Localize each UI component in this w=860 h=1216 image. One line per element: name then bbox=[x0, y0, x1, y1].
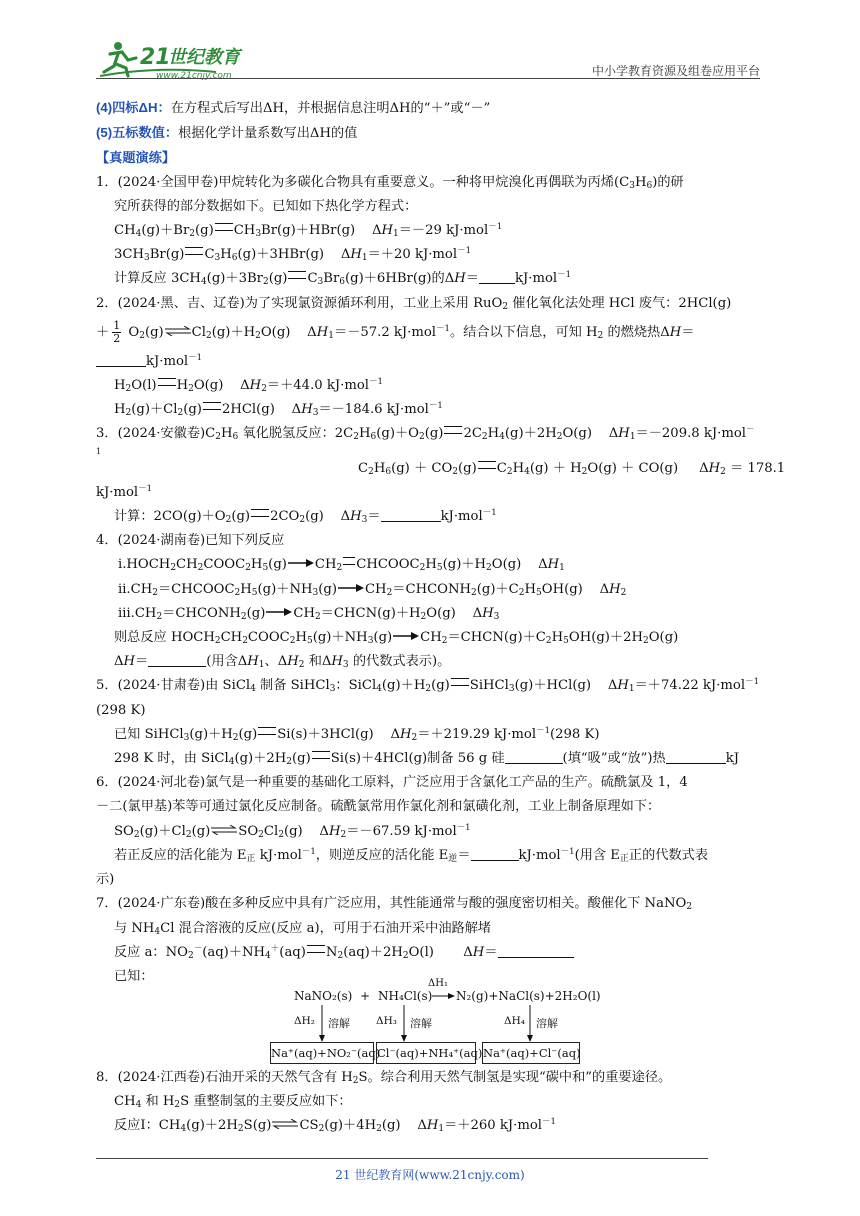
step-5-text: 根据化学计量系数写出ΔH的值 bbox=[178, 126, 358, 142]
dh1-label: ΔH₁ bbox=[428, 978, 448, 989]
step-5-label: (5)五标数值： bbox=[96, 125, 179, 141]
question-1: 1．(2024·全国甲卷)甲烷转化为多碳化合物具有重要意义。一种将甲烷溴化再偶联为丙烯$(C_3H_6)$的研 究所获得的部分数据如下。已知如下热化学方程式： $CH_4(g)+Br_2(g)$ $CH_3Br(g)+HBr(g)$ $\Delta H_1=-29$ kJ·mol$^{-1}$ $3CH_3Br(g)$ $C_3H_6(g)+3HBr(g)$ $\Delta H_1=+20$ kJ·mol$^{-1}$ 计算反应 $3CH_4(g)+3Br_2(g)$ $C_3Br_6(g)+6HBr(g)$的ΔH＝ kJ·mol$^{-1}$ bbox=[96, 174, 684, 288]
page-footer: 21 世纪教育网(www.21cnjy.com) bbox=[335, 1168, 525, 1182]
question-5: 5．(2024·甘肃卷)由 SiCl$_4$ 制备 SiHCl$_3$：$SiCl_4(g)+H_2(g)$ SiHCl$_3$(g)＋HCl(g) $\Delta H_1=+74.22$ kJ·mol$^{-1}$ (298 K) 已知 $SiHCl_3(g)+H_2(g)$ Si(s)＋3HCl(g) $\Delta H_2=+219.29$ kJ·mol$^{-1}$(298 K) 298 K 时，由 $SiCl_4(g)+2H_2(g)$ Si(s)＋4HCl(g)制备 56 g 硅 (填“吸”或“放”)热 kJ bbox=[96, 677, 759, 768]
header-divider bbox=[96, 78, 760, 79]
page-header bbox=[96, 38, 760, 82]
species-nano2: NaNO₂(s) bbox=[294, 989, 353, 1003]
question-7: 7．(2024·广东卷)酸在多种反应中具有广泛应用，其性能通常与酸的强度密切相关。酸催化下 NaNO$_2$ 与 $NH_4Cl$ 混合溶液的反应(反应 a)，可用于石油开采中油路解堵 反应 a：$NO_2^-(aq)+NH_4^+(aq)$ $N_2(aq)+2H_2O(l)$ ΔH＝ 已知： bbox=[96, 896, 693, 984]
thermo-cycle-diagram bbox=[270, 978, 601, 1063]
box-nacl-ions: Na⁺(aq)+Cl⁻(aq) bbox=[482, 1042, 580, 1064]
box-nh4cl-ions: Cl⁻(aq)+NH₄⁺(aq) bbox=[376, 1042, 476, 1064]
dissolve-label-2: 溶解 bbox=[410, 1017, 432, 1030]
species-nh4cl: NH₄Cl(s) bbox=[378, 989, 433, 1003]
question-6: 6．(2024·河北卷)氯气是一种重要的基础化工原料，广泛应用于含氯化工产品的生产。硫酰氯及 1，4 －二(氯甲基)苯等可通过氯化反应制备。硫酰氯常用作氯化剂和氯磺化剂，工业上制备原理如下： $SO_2(g)+Cl_2(g)$ $SO_2Cl_2(g)$ $\Delta H_2=-67.59$ kJ·mol$^{-1}$ 若正反应的活化能为 $E_正$ kJ·mol$^{-1}$，则逆反应的活化能 $E_逆= kJ\cdot mol^{-1}$(用含 $E_正$正的代数式表 示) bbox=[96, 775, 709, 888]
question-8: 8．(2024·江西卷)石油开采的天然气含有 $H_2S$。综合利用天然气制氢是实现“碳中和”的重要途径。 $CH_4$ 和 $H_2S$ 重整制氢的主要反应如下： 反应Ⅰ：$CH_4(g)+2H_2S(g)$ $CS_2(g)+4H_2(g)$ $\Delta H_1=+260$ kJ·mol$^{-1}$ bbox=[96, 1070, 672, 1135]
dissolve-arrow-1 bbox=[318, 1005, 326, 1043]
question-2: 2．(2024·黑、吉、辽卷)为了实现氯资源循环利用，工业上采用 RuO$_2$ 催化氧化法处理 HCl 废气：2HCl(g) ＋ $\frac{1}{2}$ $O_2(g)$ $Cl_2(g)+H_2O(g)$ $\Delta H_1=-57.2$ kJ·mol$^{-1}$。结合以下信息，可知 $H_2$ 的燃烧热ΔH＝ kJ·mol$^{-1}$ $H_2O(l)$ $H_2O(g)$ $\Delta H_2=+44.0$ kJ·mol$^{-1}$ $H_2(g)+Cl_2(g)$ 2HCl(g) $\Delta H_3=-184.6$ kJ·mol$^{-1}$ bbox=[96, 295, 732, 419]
svg-text:21: 21 bbox=[140, 45, 171, 70]
step-4-label: (4)四标ΔH： bbox=[96, 100, 171, 115]
svg-text:世纪教育: 世纪教育 bbox=[168, 47, 240, 68]
site-logo bbox=[96, 38, 296, 82]
dissolve-label-1: 溶解 bbox=[328, 1017, 350, 1030]
dh3-label: ΔH₃ bbox=[376, 1015, 397, 1027]
plus-sign: + bbox=[360, 989, 371, 1003]
question-3: 3．(2024·安徽卷)$C_2H_6$ 氧化脱氢反应：$2C_2H_6(g)+O_2(g)$ $2C_2H_4(g)+2H_2O(g)$ $\Delta H_1=-209.8$ kJ·mol－ 1 $C_2H_6(g) + CO_2(g) C_2H_4(g) + H_2O(g) + CO(g)$ $\Delta H_2 = 178.1$ kJ·mol$^{-1}$ 计算：$2CO(g)+O_2(g)$ $2CO_2(g)$ $\Delta H_3= kJ\cdot mol^{-1}$ bbox=[96, 425, 786, 526]
box-nano2-ions: Na⁺(aq)+NO₂⁻(aq) bbox=[270, 1042, 374, 1064]
section-title: 【真题演练】 bbox=[96, 150, 176, 166]
dissolve-arrow-3 bbox=[526, 1005, 534, 1043]
dissolve-arrow-2 bbox=[400, 1005, 408, 1043]
question-4: 4．(2024·湖南卷)已知下列反应 $ⅰ.HOCH_2CH_2COOC_2H_5(g)$ $CH_2$ $CHCOOC_2H_5(g)+H_2O(g)$ $\Delta H_1$ $ⅱ.CH_2=CHCOOC_2H_5(g)+NH_3(g)$ $CH_2=CHCONH_2(g)+C_2H_5OH(g)$ $\Delta H_2$ $ⅲ.CH_2=CHCONH_2(g)$ $CH_2=CHCN(g)+H_2O(g)$ $\Delta H_3$ 则总反应 $HOCH_2CH_2COOC_2H_5(g)+NH_3(g)$ $CH_2=CHCN(g)+C_2H_5OH(g)+2H_2O(g)$ ΔH＝ (用含$\Delta H_1$、$\Delta H_2$ 和$\Delta H_3$ 的代数式表示)。 bbox=[96, 533, 679, 671]
species-products: N₂(g)+NaCl(s)+2H₂O(l) bbox=[456, 989, 601, 1003]
footer-divider bbox=[96, 1158, 708, 1159]
svg-text:www.21cnjy.com: www.21cnjy.com bbox=[156, 71, 232, 81]
dissolve-label-3: 溶解 bbox=[536, 1017, 558, 1030]
dh4-label: ΔH₄ bbox=[504, 1015, 525, 1027]
step-5 bbox=[96, 121, 766, 146]
platform-name: 中小学教育资源及组卷应用平台 bbox=[591, 64, 760, 78]
document-body bbox=[96, 96, 786, 989]
reaction-arrow bbox=[432, 991, 456, 1001]
dh2-label: ΔH₂ bbox=[294, 1015, 315, 1027]
step-4-text: 在方程式后写出ΔH，并根据信息注明ΔH的“＋”或“－” bbox=[170, 101, 491, 116]
step-4 bbox=[96, 96, 766, 121]
